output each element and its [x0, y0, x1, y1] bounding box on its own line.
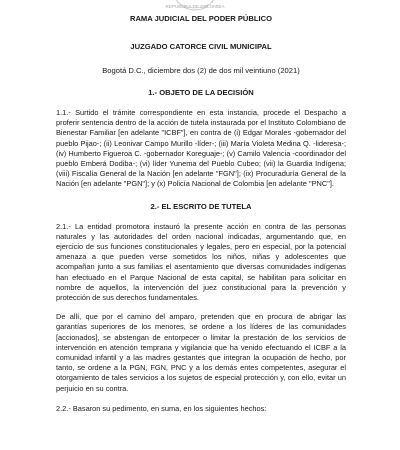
- section-1-title: 1.- OBJETO DE LA DECISIÓN: [148, 88, 254, 97]
- section-2-title: 2.- EL ESCRITO DE TUTELA: [150, 201, 252, 211]
- section-2-paragraph-3: 2.2.- Basaron su pedimento, en suma, en los siguientes hechos:: [56, 403, 267, 413]
- court-heading: JUZGADO CATORCE CIVIL MUNICIPAL: [130, 42, 272, 51]
- date-line: Bogotá D.C., diciembre dos (2) de dos mil veintiuno (2021): [102, 66, 300, 75]
- section-1-paragraph: 1.1.- Surtido el trámite correspondiente en esta instancia, procede el Despacho a proferir sentencia dentro de la acción de tutela instaurada por el Instituto Colombiano de Bienestar Familiar [en adelante "ICBF"], en contra de (i) Edgar Morales -gobernador del pueblo Pijao-; (ii) Leonivar Campo Murillo -líder-; (iii) María Violeta Medina Q. -lideresa-; (iv) Humberto Figueroa C. -gobernador Koreguaje-; (v) Camilo Valencia -coordinador del pueblo Emberá Dodiba-; (vi) líder Yunema del Pueblo Cubeo; (vii) la Guardia Indígena; (viii) Fiscalía General de la Nación [en adelante "FGN"]; (ix) Procuraduría General de la Nación [en adelante "PGN"]; y (x) Policía Nacional de Colombia [en adelante "PNC"].: [56, 108, 346, 189]
- coat-of-arms-seal-icon: [163, 0, 227, 12]
- seal-text: REPUBLICA DE COLOMBIA: [165, 4, 225, 9]
- section-2-paragraph-1: 2.1.- La entidad promotora instauró la presente acción en contra de las personas naturales y las autoridades del orden nacional indicadas, argumentando que, en ejercicio de sus funciones constitucionales y legales, pero en especial, por la potencial amenaza a que pueden verse sometidos los niños, niñas y adolescentes que acompañan junto a sus familias el asentamiento que diversas comunidades indígenas han efectuado en el Parque Nacional de esta capital, se habilitan para solicitar en nombre de aquellos, la intervención del juez constitucional para la prevención y protección de sus derechos fundamentales.: [56, 221, 346, 303]
- section-2-paragraph-2: De allí, que por el camino del amparo, pretenden que en procura de abrigar las garantías superiores de los menores, se ordene a los líderes de las comunidades [accionados], se abstengan de entorpecer o limitar la prestación de los servicios de intervención en atención temprana y vigilancia que ha venido efectuando el ICBF a la comunidad infantil y a las madres gestantes que integran la ocupación de hecho, por tanto, se ordene a la PGN, FGN, PNC y a los demás entes competentes, asegurar el otorgamiento de tales servicios a los sujetos de especial protección y, con ello, evitar un perjuicio en su contra.: [56, 312, 346, 393]
- branch-heading: RAMA JUDICIAL DEL PODER PÚBLICO: [129, 14, 273, 23]
- document-body: [56, 14, 346, 414]
